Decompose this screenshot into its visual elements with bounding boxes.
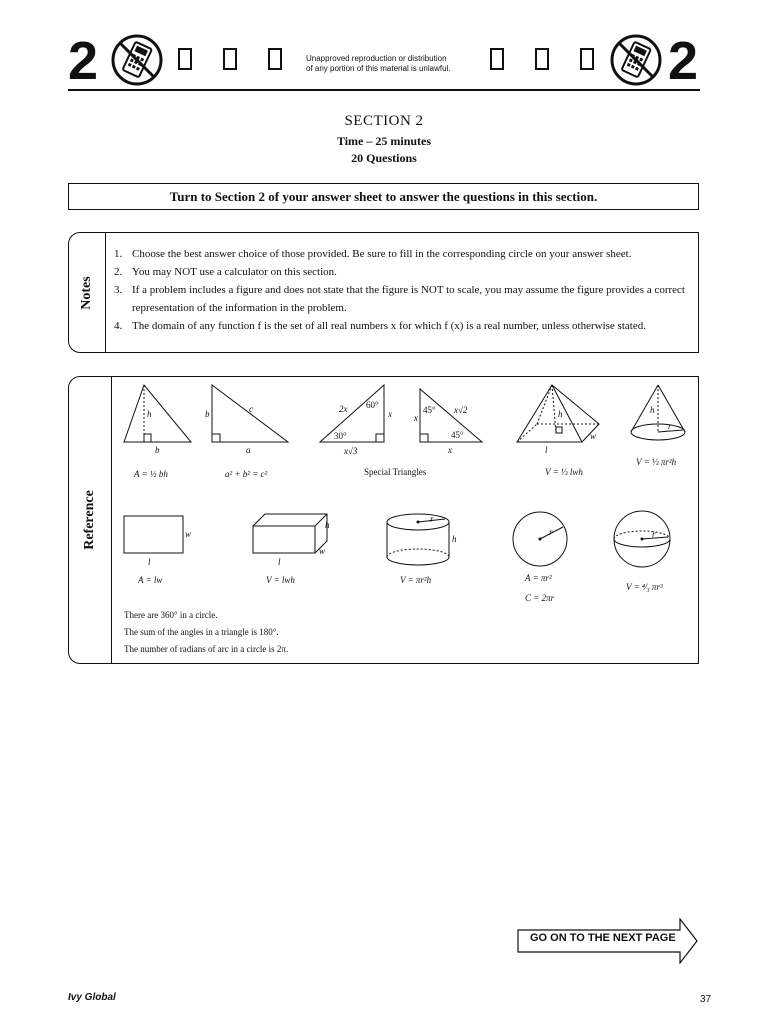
section-number-left: 2: [68, 31, 99, 91]
reference-figures: [112, 377, 698, 663]
note-item: 3. If a problem includes a figure and does not state that the figure is NOT to scale, you may assume the figure provides a correct representation of the information in the problem.: [114, 284, 685, 314]
label-r: r: [668, 421, 672, 431]
label-h: h: [325, 520, 330, 530]
label-45: 45°: [423, 405, 436, 415]
go-on-label: GO ON TO THE NEXT PAGE: [530, 932, 676, 944]
label-30: 30°: [334, 431, 347, 441]
no-calculator-icon: [609, 33, 663, 87]
notes-label: Notes: [78, 275, 94, 310]
label-r: r: [652, 529, 656, 539]
reference-label: Reference: [81, 490, 97, 550]
label-2x: 2x: [339, 404, 348, 414]
note-item: 4. The domain of any function f is the set of all real numbers x for which f (x) is a real number, unless otherwise stated.: [114, 320, 646, 332]
box-glyph-icon: [268, 48, 282, 70]
box-glyph-icon: [490, 48, 504, 70]
pythagorean-formula: a² + b² = c²: [225, 469, 268, 479]
label-45: 45°: [451, 430, 464, 440]
label-b: b: [155, 445, 160, 455]
notes-list: [114, 245, 694, 335]
label-60: 60°: [366, 400, 379, 410]
box-glyph-icon: [178, 48, 192, 70]
right-angle-mark: [420, 434, 428, 442]
label-x-root2: x√2: [454, 405, 468, 415]
pyramid-volume-formula: V = ⅓ lwh: [545, 467, 583, 477]
reference-fact: There are 360° in a circle.: [124, 610, 218, 620]
label-a: a: [246, 445, 251, 455]
box-glyph-icon: [535, 48, 549, 70]
reference-fact: The sum of the angles in a triangle is 180°.: [124, 627, 279, 637]
cylinder-volume-formula: V = πr²h: [400, 575, 432, 585]
right-angle-mark: [144, 434, 151, 442]
label-x: x: [448, 445, 452, 455]
header-rule: [68, 89, 700, 91]
box-glyph-icon: [580, 48, 594, 70]
circle-circumference-formula: C = 2πr: [525, 593, 555, 603]
label-r: r: [430, 514, 434, 524]
no-calculator-icon: [110, 33, 164, 87]
label-r: r: [549, 527, 553, 537]
label-b: b: [205, 409, 210, 419]
label-h: h: [650, 405, 655, 415]
box-glyph-icon: [223, 48, 237, 70]
rectangle-figure: [124, 516, 183, 553]
copyright-notice: Unapproved reproduction or distribution of any portion of this material is unlawful.: [306, 54, 451, 73]
reference-tab: [68, 376, 112, 664]
box-volume-formula: V = lwh: [266, 575, 295, 585]
rectangle-area-formula: A = lw: [138, 575, 163, 585]
label-l: l: [148, 557, 151, 567]
label-w: w: [319, 546, 326, 556]
label-l: l: [278, 557, 281, 567]
page-number: 37: [700, 994, 712, 1005]
label-c: c: [249, 404, 253, 414]
label-l: l: [545, 445, 548, 455]
label-h: h: [147, 409, 152, 419]
section-title: SECTION 2: [344, 113, 424, 129]
circle-area-formula: A = πr²: [525, 573, 552, 583]
reference-fact: The number of radians of arc in a circle is 2π.: [124, 644, 289, 654]
label-h: h: [452, 534, 457, 544]
label-h: h: [558, 409, 563, 419]
brand-logo: Ivy Global: [68, 992, 116, 1003]
right-angle-mark: [376, 434, 384, 442]
section-question-count: 20 Questions: [351, 151, 417, 165]
special-triangles-caption: Special Triangles: [364, 467, 427, 477]
label-x: x: [388, 409, 392, 419]
right-angle-mark: [212, 434, 220, 442]
label-w: w: [590, 431, 597, 441]
sphere-volume-formula: V = ⁴⁄₃ πr³: [626, 582, 663, 592]
triangle-area-formula: A = ½ bh: [134, 469, 168, 479]
special-triangle-30-60-90: [320, 385, 384, 442]
notes-tab: [68, 232, 106, 353]
note-item: 2. You may NOT use a calculator on this section.: [114, 266, 337, 278]
label-w: w: [185, 529, 192, 539]
section-time: Time – 25 minutes: [336, 134, 432, 148]
cone-volume-formula: V = ⅓ πr²h: [636, 457, 677, 467]
label-x-root3: x√3: [344, 446, 358, 456]
label-x: x: [414, 413, 418, 423]
section-number-right: 2: [668, 31, 699, 91]
triangle-figure: [124, 385, 191, 442]
box-figure: [253, 526, 315, 553]
instruction-box: Turn to Section 2 of your answer sheet to answer the questions in this section.: [68, 183, 699, 210]
note-item: 1. Choose the best answer choice of those provided. Be sure to fill in the corresponding circle on your answer sheet.: [114, 248, 632, 260]
